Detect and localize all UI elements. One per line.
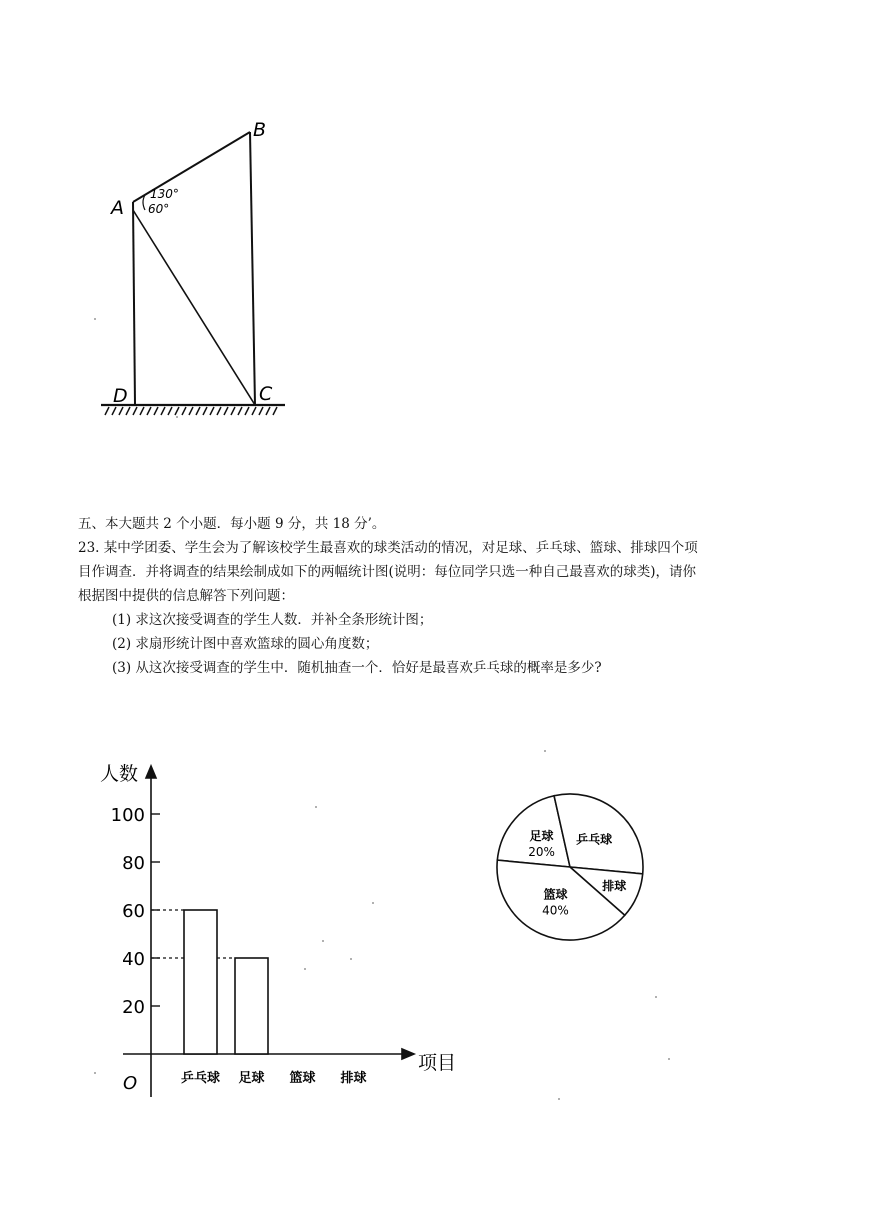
hatch-mark bbox=[175, 407, 179, 415]
point-label-d: D bbox=[113, 385, 128, 407]
scan-speck bbox=[322, 940, 324, 942]
scan-speck bbox=[668, 1058, 670, 1060]
hatch-mark bbox=[266, 407, 270, 415]
problem-text bbox=[78, 512, 808, 680]
angle-label-upper: 130° bbox=[150, 187, 179, 201]
scan-speck bbox=[350, 958, 352, 960]
x-category-label: 排球 bbox=[340, 1071, 367, 1086]
hatch-mark bbox=[154, 407, 158, 415]
pie-slice-percent: 20% bbox=[528, 844, 555, 859]
hatch-mark bbox=[224, 407, 228, 415]
ground-hatch bbox=[105, 407, 277, 415]
scan-speck bbox=[304, 968, 306, 970]
pie-slice-label: 排球 bbox=[602, 879, 627, 894]
segment-bc bbox=[250, 132, 255, 405]
question-3: (3) 从这次接受调查的学生中．随机抽查一个．恰好是最喜欢乒乓球的概率是多少? bbox=[112, 660, 602, 676]
bar-2 bbox=[235, 958, 268, 1054]
angle-label-lower: 60° bbox=[148, 202, 170, 216]
hatch-mark bbox=[140, 407, 144, 415]
problem-intro-line: 目作调查．并将调查的结果绘制成如下的两幅统计图(说明：每位同学只选一种自己最喜欢的球类)，请你 bbox=[78, 564, 697, 580]
x-axis-arrow bbox=[402, 1049, 414, 1059]
hatch-mark bbox=[105, 407, 109, 415]
hatch-mark bbox=[210, 407, 214, 415]
scan-speck bbox=[94, 318, 96, 320]
hatch-mark bbox=[245, 407, 249, 415]
scan-speck bbox=[558, 1098, 560, 1100]
segment-ac bbox=[133, 210, 255, 405]
x-category-label: 足球 bbox=[238, 1071, 265, 1086]
y-tick-label: 60 bbox=[122, 901, 145, 922]
hatch-mark bbox=[112, 407, 116, 415]
pie-slice-percent: 40% bbox=[542, 903, 569, 918]
hatch-mark bbox=[231, 407, 235, 415]
scan-speck bbox=[655, 996, 657, 998]
hatch-mark bbox=[161, 407, 165, 415]
bar-chart bbox=[88, 752, 473, 1102]
origin-label: O bbox=[123, 1073, 138, 1094]
hatch-mark bbox=[196, 407, 200, 415]
hatch-mark bbox=[238, 407, 242, 415]
point-label-c: C bbox=[259, 383, 273, 405]
hatch-mark bbox=[252, 407, 256, 415]
y-tick-label: 80 bbox=[122, 853, 145, 874]
question-2: (2) 求扇形统计图中喜欢篮球的圆心角度数； bbox=[112, 636, 379, 652]
problem-intro-line: 23. 某中学团委、学生会为了解该校学生最喜欢的球类活动的情况，对足球、乒乓球、篮球、排球四个项 bbox=[78, 540, 698, 556]
y-tick-label: 20 bbox=[122, 997, 145, 1018]
hatch-mark bbox=[259, 407, 263, 415]
y-tick-label: 100 bbox=[110, 805, 145, 826]
y-tick-label: 40 bbox=[122, 949, 145, 970]
scan-speck bbox=[544, 750, 546, 752]
pie-slice-label: 乒乓球 bbox=[576, 832, 613, 847]
hatch-mark bbox=[203, 407, 207, 415]
bar-1 bbox=[184, 910, 217, 1054]
point-label-a: A bbox=[111, 197, 124, 219]
scan-speck bbox=[94, 1072, 96, 1074]
hatch-mark bbox=[273, 407, 277, 415]
pie-chart bbox=[486, 792, 656, 947]
scan-speck bbox=[176, 416, 178, 418]
point-label-b: B bbox=[253, 119, 267, 141]
pie-slice-label: 足球 bbox=[529, 828, 554, 843]
y-axis-arrow bbox=[146, 766, 156, 778]
angle-arc bbox=[143, 195, 145, 210]
question-1: (1) 求这次接受调查的学生人数．并补全条形统计图； bbox=[112, 612, 433, 628]
hatch-mark bbox=[126, 407, 130, 415]
hatch-mark bbox=[119, 407, 123, 415]
hatch-mark bbox=[182, 407, 186, 415]
section-header: 五、本大题共 2 个小题．每小题 9 分，共 18 分’。 bbox=[78, 516, 386, 532]
y-axis-label: 人数 bbox=[100, 763, 139, 785]
geometry-figure bbox=[95, 110, 295, 430]
hatch-mark bbox=[168, 407, 172, 415]
hatch-mark bbox=[217, 407, 221, 415]
hatch-mark bbox=[147, 407, 151, 415]
x-category-label: 乒乓球 bbox=[180, 1071, 221, 1086]
segment-ad bbox=[133, 202, 135, 405]
x-category-label: 篮球 bbox=[289, 1071, 316, 1086]
scan-speck bbox=[372, 902, 374, 904]
x-axis-label: 项目 bbox=[418, 1052, 457, 1074]
pie-slice-label: 篮球 bbox=[543, 887, 568, 902]
hatch-mark bbox=[189, 407, 193, 415]
scan-speck bbox=[315, 806, 317, 808]
problem-intro-line: 根据图中提供的信息解答下列问题： bbox=[78, 588, 294, 604]
hatch-mark bbox=[133, 407, 137, 415]
